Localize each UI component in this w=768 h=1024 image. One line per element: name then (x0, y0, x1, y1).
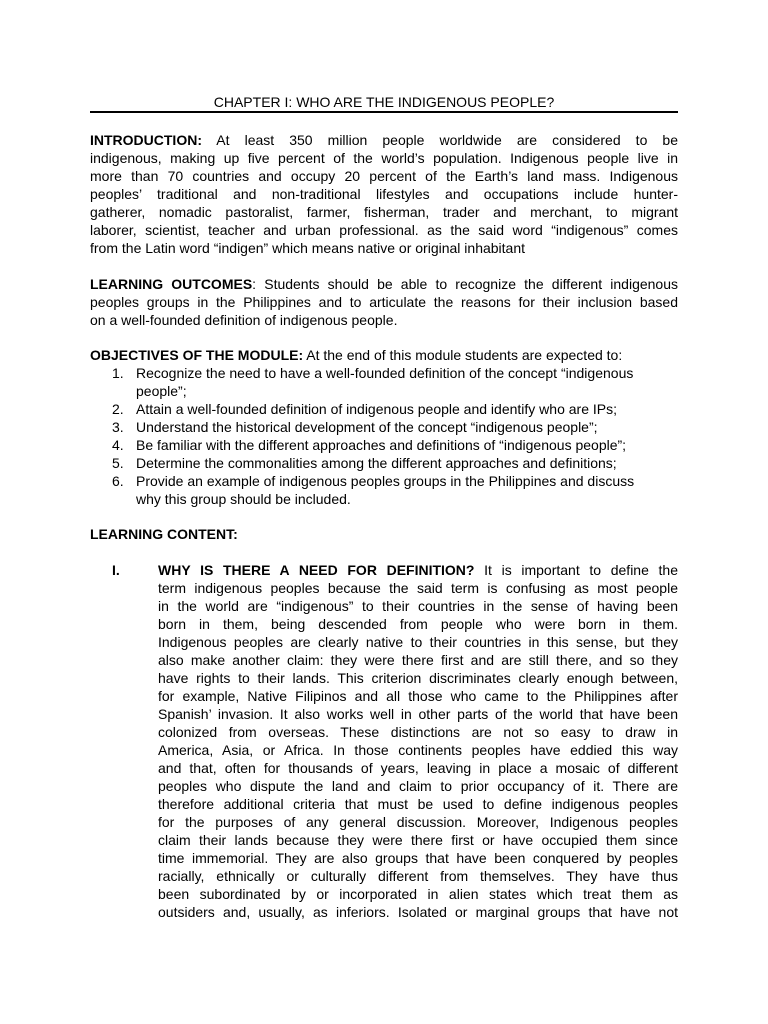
section-line: peoples who dispute the land and claim to prior occupancy of it. There are (158, 778, 678, 794)
learning-outcomes-heading: LEARNING OUTCOMES (90, 276, 253, 292)
objective-line: Determine the commonalities among the different approaches and definitions; (136, 455, 617, 471)
objective-text (136, 436, 678, 454)
objective-item (90, 472, 678, 508)
objective-line: Attain a well-founded definition of indigenous people and identify who are IPs; (136, 401, 617, 417)
section-line: Spanish’ invasion. It also works well in other parts of the world that have been (158, 706, 678, 722)
objectives-list (90, 364, 678, 508)
section-line: outsiders and, usually, as inferiors. Isolated or marginal groups that have not (158, 904, 678, 920)
objective-text (136, 418, 678, 436)
objective-line: Be familiar with the different approaches and definitions of “indigenous people”; (136, 437, 627, 453)
section-text (158, 561, 678, 921)
objectives-line (90, 346, 678, 364)
introduction-line: from the Latin word “indigen” which means native or original inhabitant (90, 240, 526, 256)
section-line: term indigenous peoples because the said term is confusing as most people (158, 580, 678, 596)
section-line: for the purposes of any general discussion. Moreover, Indigenous peoples (158, 814, 678, 830)
learning-outcomes-text: : Students should be able to recognize the different indigenous (252, 276, 678, 292)
section-line: and that, often for thousands of years, leaving in place a mosaic of different (158, 760, 678, 776)
introduction-line: more than 70 countries and occupy 20 percent of the Earth’s land mass. Indigenous (90, 168, 678, 184)
section-line: also make another claim: they were there first and are still there, and so they (158, 652, 678, 668)
section-text-start: It is important to define the (484, 562, 679, 578)
introduction-line: indigenous, making up five percent of the world’s population. Indigenous people live in (90, 150, 678, 166)
objective-item (90, 400, 678, 418)
introduction-line (90, 131, 678, 149)
objective-item (90, 454, 678, 472)
introduction-line: peoples’ traditional and non-traditional lifestyles and occupations include hunter- (90, 186, 678, 202)
section-line: racially, ethnically or culturally different from themselves. They have thus (158, 868, 678, 884)
objective-number: 4. (112, 437, 124, 453)
section-line: have rights to their lands. This criterion discriminates clearly enough between, (158, 670, 678, 686)
objective-text (136, 472, 678, 508)
chapter-title: CHAPTER I: WHO ARE THE INDIGENOUS PEOPLE? (213, 94, 555, 110)
section-line: America, Asia, or Africa. In those continents peoples have eddied this way (158, 742, 678, 758)
section-line (158, 561, 678, 579)
objectives-intro: At the end of this module students are expected to: (306, 347, 623, 363)
learning-outcomes-line (90, 275, 678, 293)
objective-number: 3. (112, 419, 124, 435)
objective-text (136, 400, 678, 418)
objective-line: Recognize the need to have a well-founded definition of the concept “indigenous (136, 365, 634, 381)
objective-number: 5. (112, 455, 124, 471)
section-heading: WHY IS THERE A NEED FOR DEFINITION? (158, 562, 475, 578)
section-line: been subordinated by or incorporated in alien states which treat them as (158, 886, 678, 902)
content-section (90, 561, 678, 921)
title-underline (90, 111, 678, 113)
section-line: therefore additional criteria that must be used to define indigenous peoples (158, 796, 678, 812)
objective-number: 6. (112, 473, 124, 489)
objective-text (136, 364, 678, 400)
objective-line: people”; (136, 383, 187, 399)
section-line: colonized from overseas. These distinctions are not so easy to draw in (158, 724, 678, 740)
objective-item (90, 436, 678, 454)
objective-line: Understand the historical development of the concept “indigenous people”; (136, 419, 598, 435)
introduction-paragraph (90, 131, 678, 257)
objective-number: 1. (112, 365, 124, 381)
objective-number: 2. (112, 401, 124, 417)
objectives-section (90, 346, 678, 508)
section-line: for example, Native Filipinos and all those who came to the Philippines after (158, 688, 678, 704)
objective-item (90, 364, 678, 400)
objective-text (136, 454, 678, 472)
section-line: claim their lands because they were there first or have occupied them since (158, 832, 678, 848)
introduction-line: laborer, scientist, teacher and urban professional. as the said word “indigenous” comes (90, 222, 678, 238)
objective-item (90, 418, 678, 436)
section-line: time immemorial. They are also groups that have been conquered by peoples (158, 850, 678, 866)
section-line: in the world are “indigenous” to their countries in the sense of having been (158, 598, 678, 614)
section-line: born in them, being descended from people who were born in them. (158, 616, 678, 632)
objectives-heading: OBJECTIVES OF THE MODULE: (90, 347, 304, 363)
section-numeral: I. (112, 562, 120, 578)
objective-line: Provide an example of indigenous peoples groups in the Philippines and discuss (136, 473, 635, 489)
objective-line: why this group should be included. (136, 491, 351, 507)
introduction-line: gatherer, nomadic pastoralist, farmer, fisherman, trader and merchant, to migrant (90, 204, 678, 220)
learning-outcomes-line: on a well-founded definition of indigenous people. (90, 312, 398, 328)
introduction-heading: INTRODUCTION: (90, 132, 202, 148)
section-line: Indigenous peoples are clearly native to their countries in this sense, but they (158, 634, 678, 650)
learning-outcomes-line: peoples groups in the Philippines and to articulate the reasons for their inclusion based (90, 294, 678, 310)
learning-outcomes-paragraph (90, 275, 678, 329)
learning-content-heading: LEARNING CONTENT: (90, 526, 238, 542)
introduction-text: At least 350 million people worldwide are considered to be (216, 132, 678, 148)
